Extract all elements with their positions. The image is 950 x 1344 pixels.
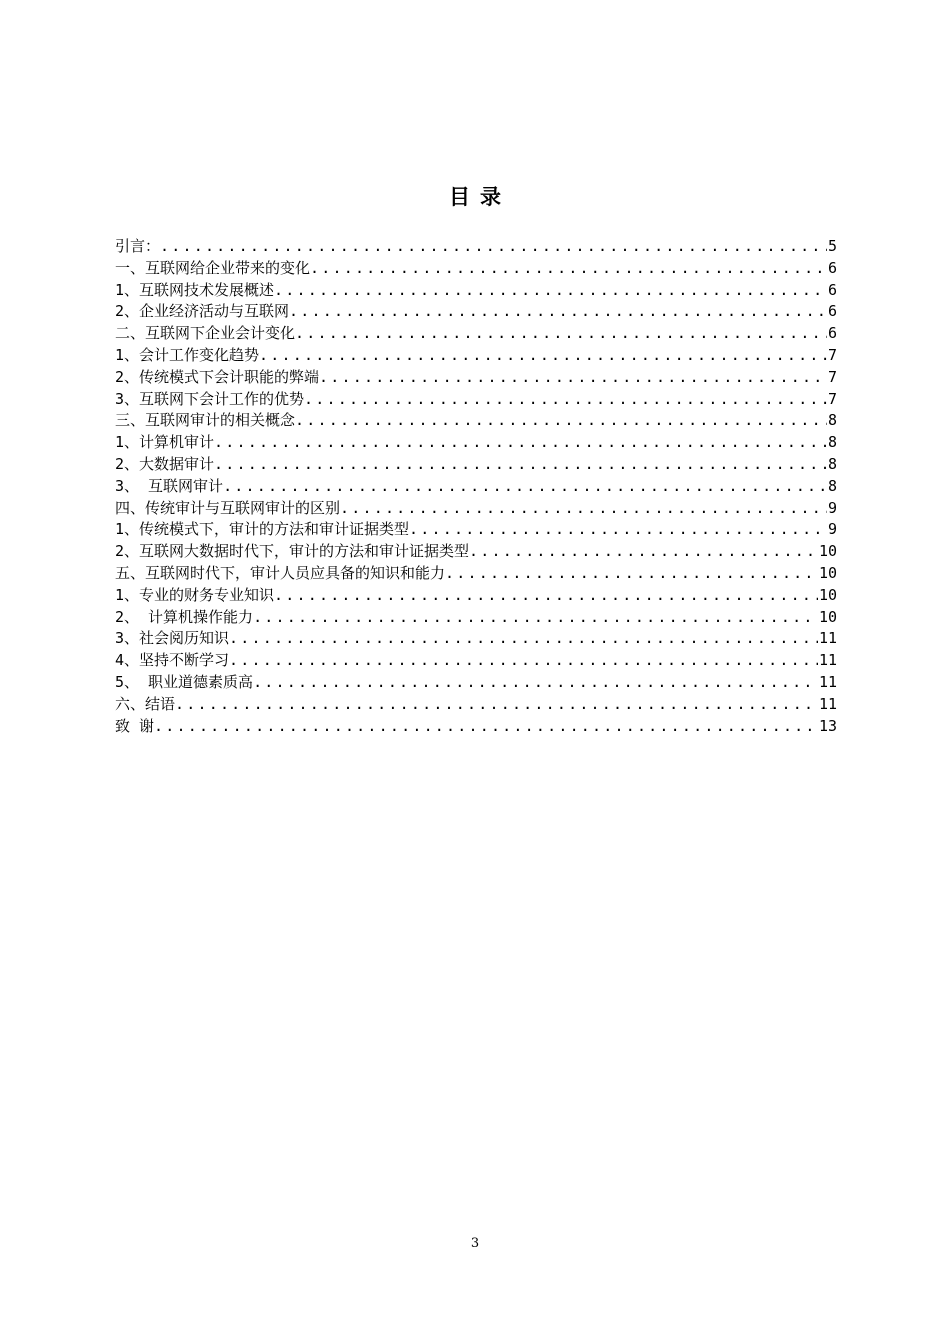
toc-entry-page: 7 <box>827 345 837 364</box>
toc-entry-label: 一、互联网给企业带来的变化 <box>115 258 311 277</box>
toc-leader-dots <box>289 301 827 323</box>
toc-entry-label: 引言： <box>115 237 161 255</box>
toc-leader-dots <box>274 585 818 607</box>
toc-entry-label: 1、计算机审计 <box>115 433 215 452</box>
toc-entry-page: 5 <box>827 237 837 255</box>
toc-entry[interactable] <box>115 389 837 411</box>
toc-leader-dots <box>295 410 827 432</box>
toc-entry-page: 11 <box>818 629 837 648</box>
toc-leader-dots <box>214 454 827 476</box>
toc-leader-dots <box>160 236 827 258</box>
toc-leader-dots <box>253 607 818 629</box>
toc-entry-label: 致 谢 <box>115 716 155 735</box>
toc-entry-page: 10 <box>818 585 837 604</box>
toc-leader-dots <box>310 258 827 280</box>
toc-entry-label: 2、大数据审计 <box>115 454 215 473</box>
toc-entry[interactable] <box>115 258 837 280</box>
toc-entry[interactable] <box>115 585 837 607</box>
toc-entry-page: 11 <box>818 651 837 670</box>
toc-entry-label: 2、企业经济活动与互联网 <box>115 302 290 321</box>
toc-entry-page: 6 <box>827 324 837 343</box>
toc-entry-page: 7 <box>827 389 837 408</box>
toc-entry[interactable] <box>115 541 837 563</box>
toc-leader-dots <box>274 280 827 302</box>
toc-entry[interactable] <box>115 280 837 302</box>
toc-entry-page: 10 <box>818 563 837 582</box>
toc-entry[interactable] <box>115 236 837 258</box>
toc-entry-page: 7 <box>827 367 837 386</box>
toc-entry-label: 五、互联网时代下，审计人员应具备的知识和能力 <box>115 563 446 582</box>
toc-entry[interactable] <box>115 672 837 694</box>
toc-entry-label: 2、传统模式下会计职能的弊端 <box>115 367 320 386</box>
toc-entry[interactable] <box>115 432 837 454</box>
toc-entry-label: 1、互联网技术发展概述 <box>115 280 275 299</box>
toc-entry[interactable] <box>115 607 837 629</box>
toc-leader-dots <box>469 541 818 563</box>
toc-leader-dots <box>175 694 818 716</box>
toc-entry-page: 9 <box>827 520 837 539</box>
toc-entry-label: 3、互联网下会计工作的优势 <box>115 389 305 408</box>
toc-entry[interactable] <box>115 323 837 345</box>
toc-entry[interactable] <box>115 563 837 585</box>
toc-entry-label: 1、传统模式下，审计的方法和审计证据类型 <box>115 520 410 539</box>
toc-leader-dots <box>214 432 827 454</box>
toc-entry-page: 10 <box>818 607 837 626</box>
toc-entry-label: 二、互联网下企业会计变化 <box>115 324 296 343</box>
toc-entry[interactable] <box>115 301 837 323</box>
toc-entry-label: 2、 计算机操作能力 <box>115 607 254 626</box>
toc-entry-label: 1、专业的财务专业知识 <box>115 585 275 604</box>
toc-entry-label: 1、会计工作变化趋势 <box>115 345 260 364</box>
toc-entry[interactable] <box>115 454 837 476</box>
table-of-contents <box>115 236 837 737</box>
toc-entry-label: 3、 互联网审计 <box>115 476 224 495</box>
toc-entry[interactable] <box>115 367 837 389</box>
toc-leader-dots <box>319 367 827 389</box>
toc-leader-dots <box>259 345 827 367</box>
toc-leader-dots <box>295 323 827 345</box>
toc-entry-label: 5、 职业道德素质高 <box>115 672 254 691</box>
toc-leader-dots <box>253 672 818 694</box>
toc-entry-page: 9 <box>827 498 837 517</box>
toc-leader-dots <box>340 498 827 520</box>
toc-entry[interactable] <box>115 694 837 716</box>
toc-leader-dots <box>445 563 818 585</box>
toc-entry-page: 13 <box>818 716 837 735</box>
page-number: 3 <box>470 1236 480 1251</box>
toc-leader-dots <box>409 519 827 541</box>
toc-entry-page: 8 <box>827 454 837 473</box>
toc-entry[interactable] <box>115 716 837 738</box>
toc-entry-label: 六、结语 <box>115 694 176 713</box>
toc-entry[interactable] <box>115 650 837 672</box>
toc-entry-label: 四、传统审计与互联网审计的区别 <box>115 498 341 517</box>
toc-entry-label: 三、互联网审计的相关概念 <box>115 411 296 430</box>
toc-entry[interactable] <box>115 519 837 541</box>
toc-entry-label: 2、互联网大数据时代下，审计的方法和审计证据类型 <box>115 542 470 561</box>
toc-leader-dots <box>229 650 818 672</box>
toc-entry[interactable] <box>115 628 837 650</box>
page-title: 目录 <box>449 185 511 209</box>
toc-leader-dots <box>304 389 827 411</box>
toc-entry-page: 8 <box>827 433 837 452</box>
toc-entry-page: 8 <box>827 476 837 495</box>
toc-leader-dots <box>154 716 818 738</box>
toc-entry[interactable] <box>115 410 837 432</box>
toc-entry-page: 6 <box>827 280 837 299</box>
toc-entry-label: 4、坚持不断学习 <box>115 651 230 670</box>
toc-entry-label: 3、社会阅历知识 <box>115 629 230 648</box>
toc-leader-dots <box>223 476 827 498</box>
toc-entry[interactable] <box>115 498 837 520</box>
toc-entry-page: 11 <box>818 672 837 691</box>
toc-entry[interactable] <box>115 476 837 498</box>
toc-entry-page: 11 <box>818 694 837 713</box>
toc-leader-dots <box>229 628 818 650</box>
toc-entry[interactable] <box>115 345 837 367</box>
toc-entry-page: 6 <box>827 258 837 277</box>
toc-entry-page: 6 <box>827 302 837 321</box>
toc-entry-page: 8 <box>827 411 837 430</box>
toc-entry-page: 10 <box>818 542 837 561</box>
